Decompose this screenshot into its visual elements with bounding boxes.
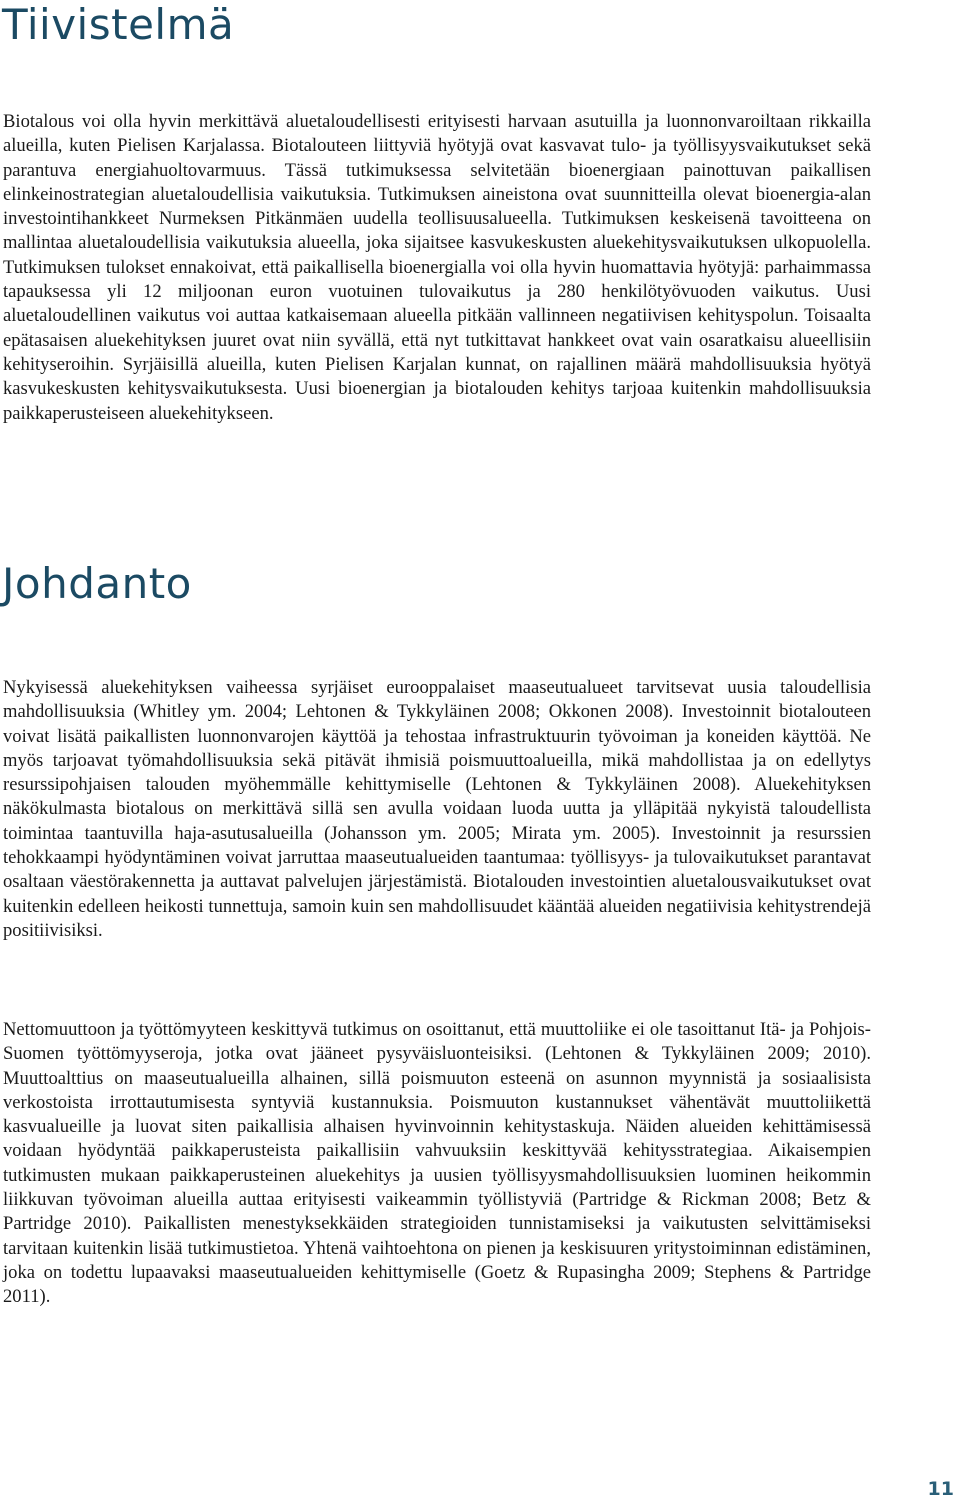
section-heading-tiivistelma: Tiivistelmä [2, 0, 235, 49]
abstract-paragraph: Biotalous voi olla hyvin merkittävä aluetaloudellisesti erityisesti harvaan asutuilla ja luonnonvaroiltaan rikkailla alueilla, kuten Pielisen Karjalassa. Biotalouteen liittyviä hyötyjä ovat kasvavat tulo- ja työllisyysvaikutukset sekä parantuva energiahuoltovarmuus. Tässä tutkimuksessa selvitetään bioenergiaan painottuvan paikallisen elinkeinostrategian aluetaloudellisia vaikutuksia. Tutkimuksen aineistona ovat suunnitteilla olevat bioenergia-alan investointihankkeet Nurmeksen Pitkänmäen uudella teollisuusalueella. Tutkimuksen keskeisenä tavoitteena on mallintaa aluetaloudellisia vaikutuksia alueella, joka sijaitsee kasvukeskusten aluekehitysvaikutuksen ulkopuolella. Tutkimuksen tulokset ennakoivat, että paikallisella bioenergialla voi olla hyvin huomattavia hyötyjä: parhaimmassa tapauksessa yli 12 miljoonan euron vuotuinen tulovaikutus ja 280 henkilötyövuoden vaikutus. Uusi aluetaloudellinen vaikutus voi auttaa katkaisemaan alueella pitkään vallinneen negatiivisen kehityspolun. Toisaalta epätasaisen aluekehityksen juuret ovat niin syvällä, että nyt tutkittavat hankkeet ovat vain osaratkaisu alueellisiin kehityseroihin. Syrjäisillä alueilla, kuten Pielisen Karjalan kunnat, on rajallinen määrä mahdollisuuksia hyötyä kasvukeskusten kehitysvaikutuksesta. Uusi bioenergian ja biotalouden kehitys tarjoaa kuitenkin mahdollisuuksia paikkaperusteiseen aluekehitykseen. [3, 111, 871, 424]
page-number: 11 [927, 1478, 954, 1500]
intro-paragraph-2: Nettomuuttoon ja työttömyyteen keskittyvä tutkimus on osoittanut, että muuttoliike ei ole tasoittanut Itä- ja Pohjois-Suomen työttömyyseroja, jotka ovat jääneet pysyväisluonteisiksi. (Lehtonen & Tykkyläinen 2009; 2010). Muuttoalttius on maaseutualueilla alhainen, sillä poismuuton esteenä on asunnon myynnistä ja sosiaalisista verkostoista irrottautumisesta syntyviä kustannuksia. Poismuuton kustannukset vähentävät muuttoliikettä kasvualueille ja luovat siten paikallisia alhaisen hyvinvoinnin kehitystaskuja. Näiden alueiden kehittämisessä voidaan hyödyntää paikkaperusteista paikallisiin vahvuuksiin keskittyvää kehitysstrategiaa. Aikaisempien tutkimusten mukaan paikkaperusteinen aluekehitys ja uusien työllisyysmahdollisuuksien luominen heikommin liikkuvan työvoiman alueilla auttaa erityisesti vaikeammin työllistyviä (Partridge & Rickman 2008; Betz & Partridge 2010). Paikallisten menestyksekkäiden strategioiden tunnistamiseksi ja vaikutusten selvittämiseksi tarvitaan kuitenkin lisää tutkimustietoa. Yhtenä vaihtoehtona on pienen ja keskisuuren yritystoiminnan edistäminen, joka on todettu lupaavaksi maaseutualueiden kehittymiselle (Goetz & Rupasingha 2009; Stephens & Partridge 2011). [3, 1019, 871, 1308]
intro-paragraph-1: Nykyisessä aluekehityksen vaiheessa syrjäiset eurooppalaiset maaseutualueet tarvitsevat uusia taloudellisia mahdollisuuksia (Whitley ym. 2004; Lehtonen & Tykkyläinen 2008; Okkonen 2008). Investoinnit biotalouteen voivat lisätä paikallisten luonnonvarojen käyttöä ja tehostaa infrastruktuurin työvoiman ja koneiden käyttöä. Ne myös tarjoavat työmahdollisuuksia sekä pitävät ihmisiä poismuuttoalueilla, mikä mahdollistaa ja on edellytys resurssipohjaisen talouden myöhemmälle kehittymiselle (Lehtonen & Tykkyläinen 2008). Aluekehityksen näkökulmasta biotalous on merkittävä sillä sen avulla voidaan luoda uutta ja ylläpitää nykyistä taloudellista toimintaa taantuvilla haja-asutusalueilla (Johansson ym. 2005; Mirata ym. 2005). Investoinnit ja resurssien tehokkaampi hyödyntäminen voivat jarruttaa maaseutualueiden taantumaa: työllisyys- ja tulovaikutukset parantavat osaltaan väestörakennetta ja auttavat palvelujen järjestämistä. Biotalouden investointien aluetalousvaikutukset ovat kuitenkin edelleen heikosti tunnettuja, samoin kuin sen mahdollisuudet kääntää alueiden negatiivisia kehitystrendejä positiivisiksi. [3, 677, 871, 941]
section-heading-johdanto: Johdanto [2, 559, 192, 608]
